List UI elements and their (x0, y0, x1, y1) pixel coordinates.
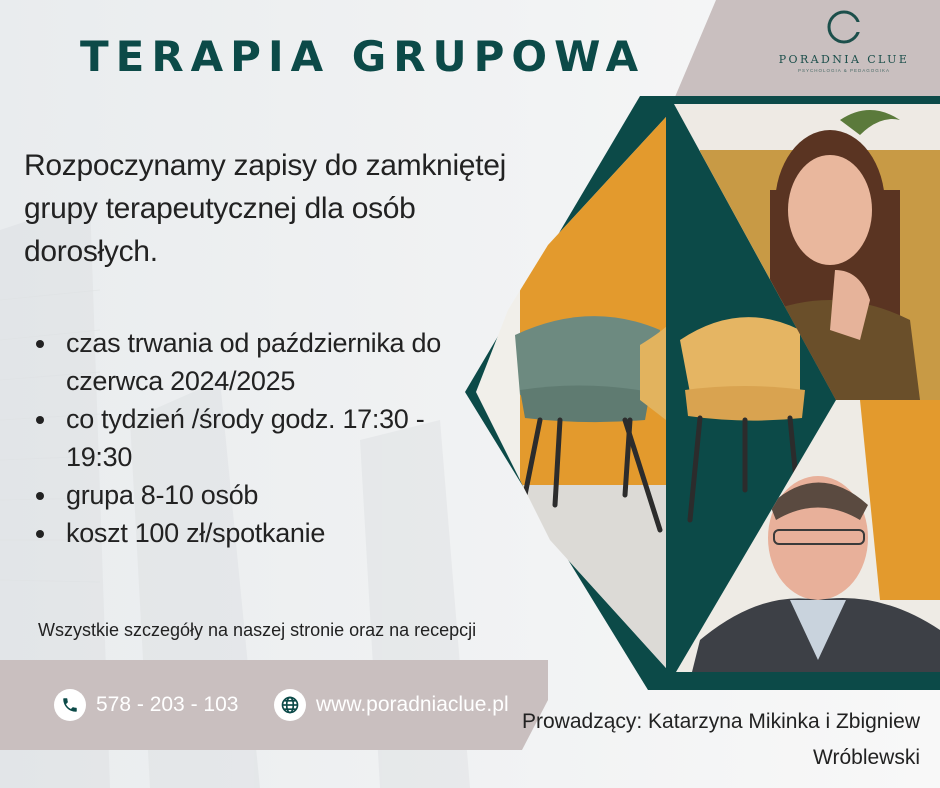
page-title: TERAPIA GRUPOWA (80, 32, 646, 81)
website-url: www.poradniaclue.pl (316, 693, 509, 716)
globe-icon (274, 689, 306, 721)
logo-name: PORADNIA CLUE (778, 53, 910, 66)
detail-schedule: co tydzień /środy godz. 17:30 - 19:30 (36, 400, 496, 476)
detail-group-size: grupa 8-10 osób (36, 476, 496, 514)
crescent-c-icon (827, 10, 861, 44)
phone-contact[interactable] (54, 688, 238, 722)
phone-icon (54, 689, 86, 721)
phone-number: 578 - 203 - 103 (96, 693, 239, 716)
leaders-text: Prowadzący: Katarzyna Mikinka i Zbigniew Wróblewski (522, 710, 920, 769)
details-list (36, 324, 496, 552)
website-link[interactable] (274, 688, 509, 722)
detail-duration: czas trwania od października do czerwca 2024/2025 (36, 324, 496, 400)
intro-text: Rozpoczynamy zapisy do zamkniętej grupy terapeutycznej dla osób dorosłych. (24, 149, 506, 268)
details-note: Wszystkie szczegóły na naszej stronie oraz na recepcji (38, 620, 477, 640)
logo (770, 10, 918, 73)
logo-tagline: PSYCHOLOGIA & PEDAGOGIKA (797, 68, 891, 73)
detail-cost: koszt 100 zł/spotkanie (36, 514, 496, 552)
